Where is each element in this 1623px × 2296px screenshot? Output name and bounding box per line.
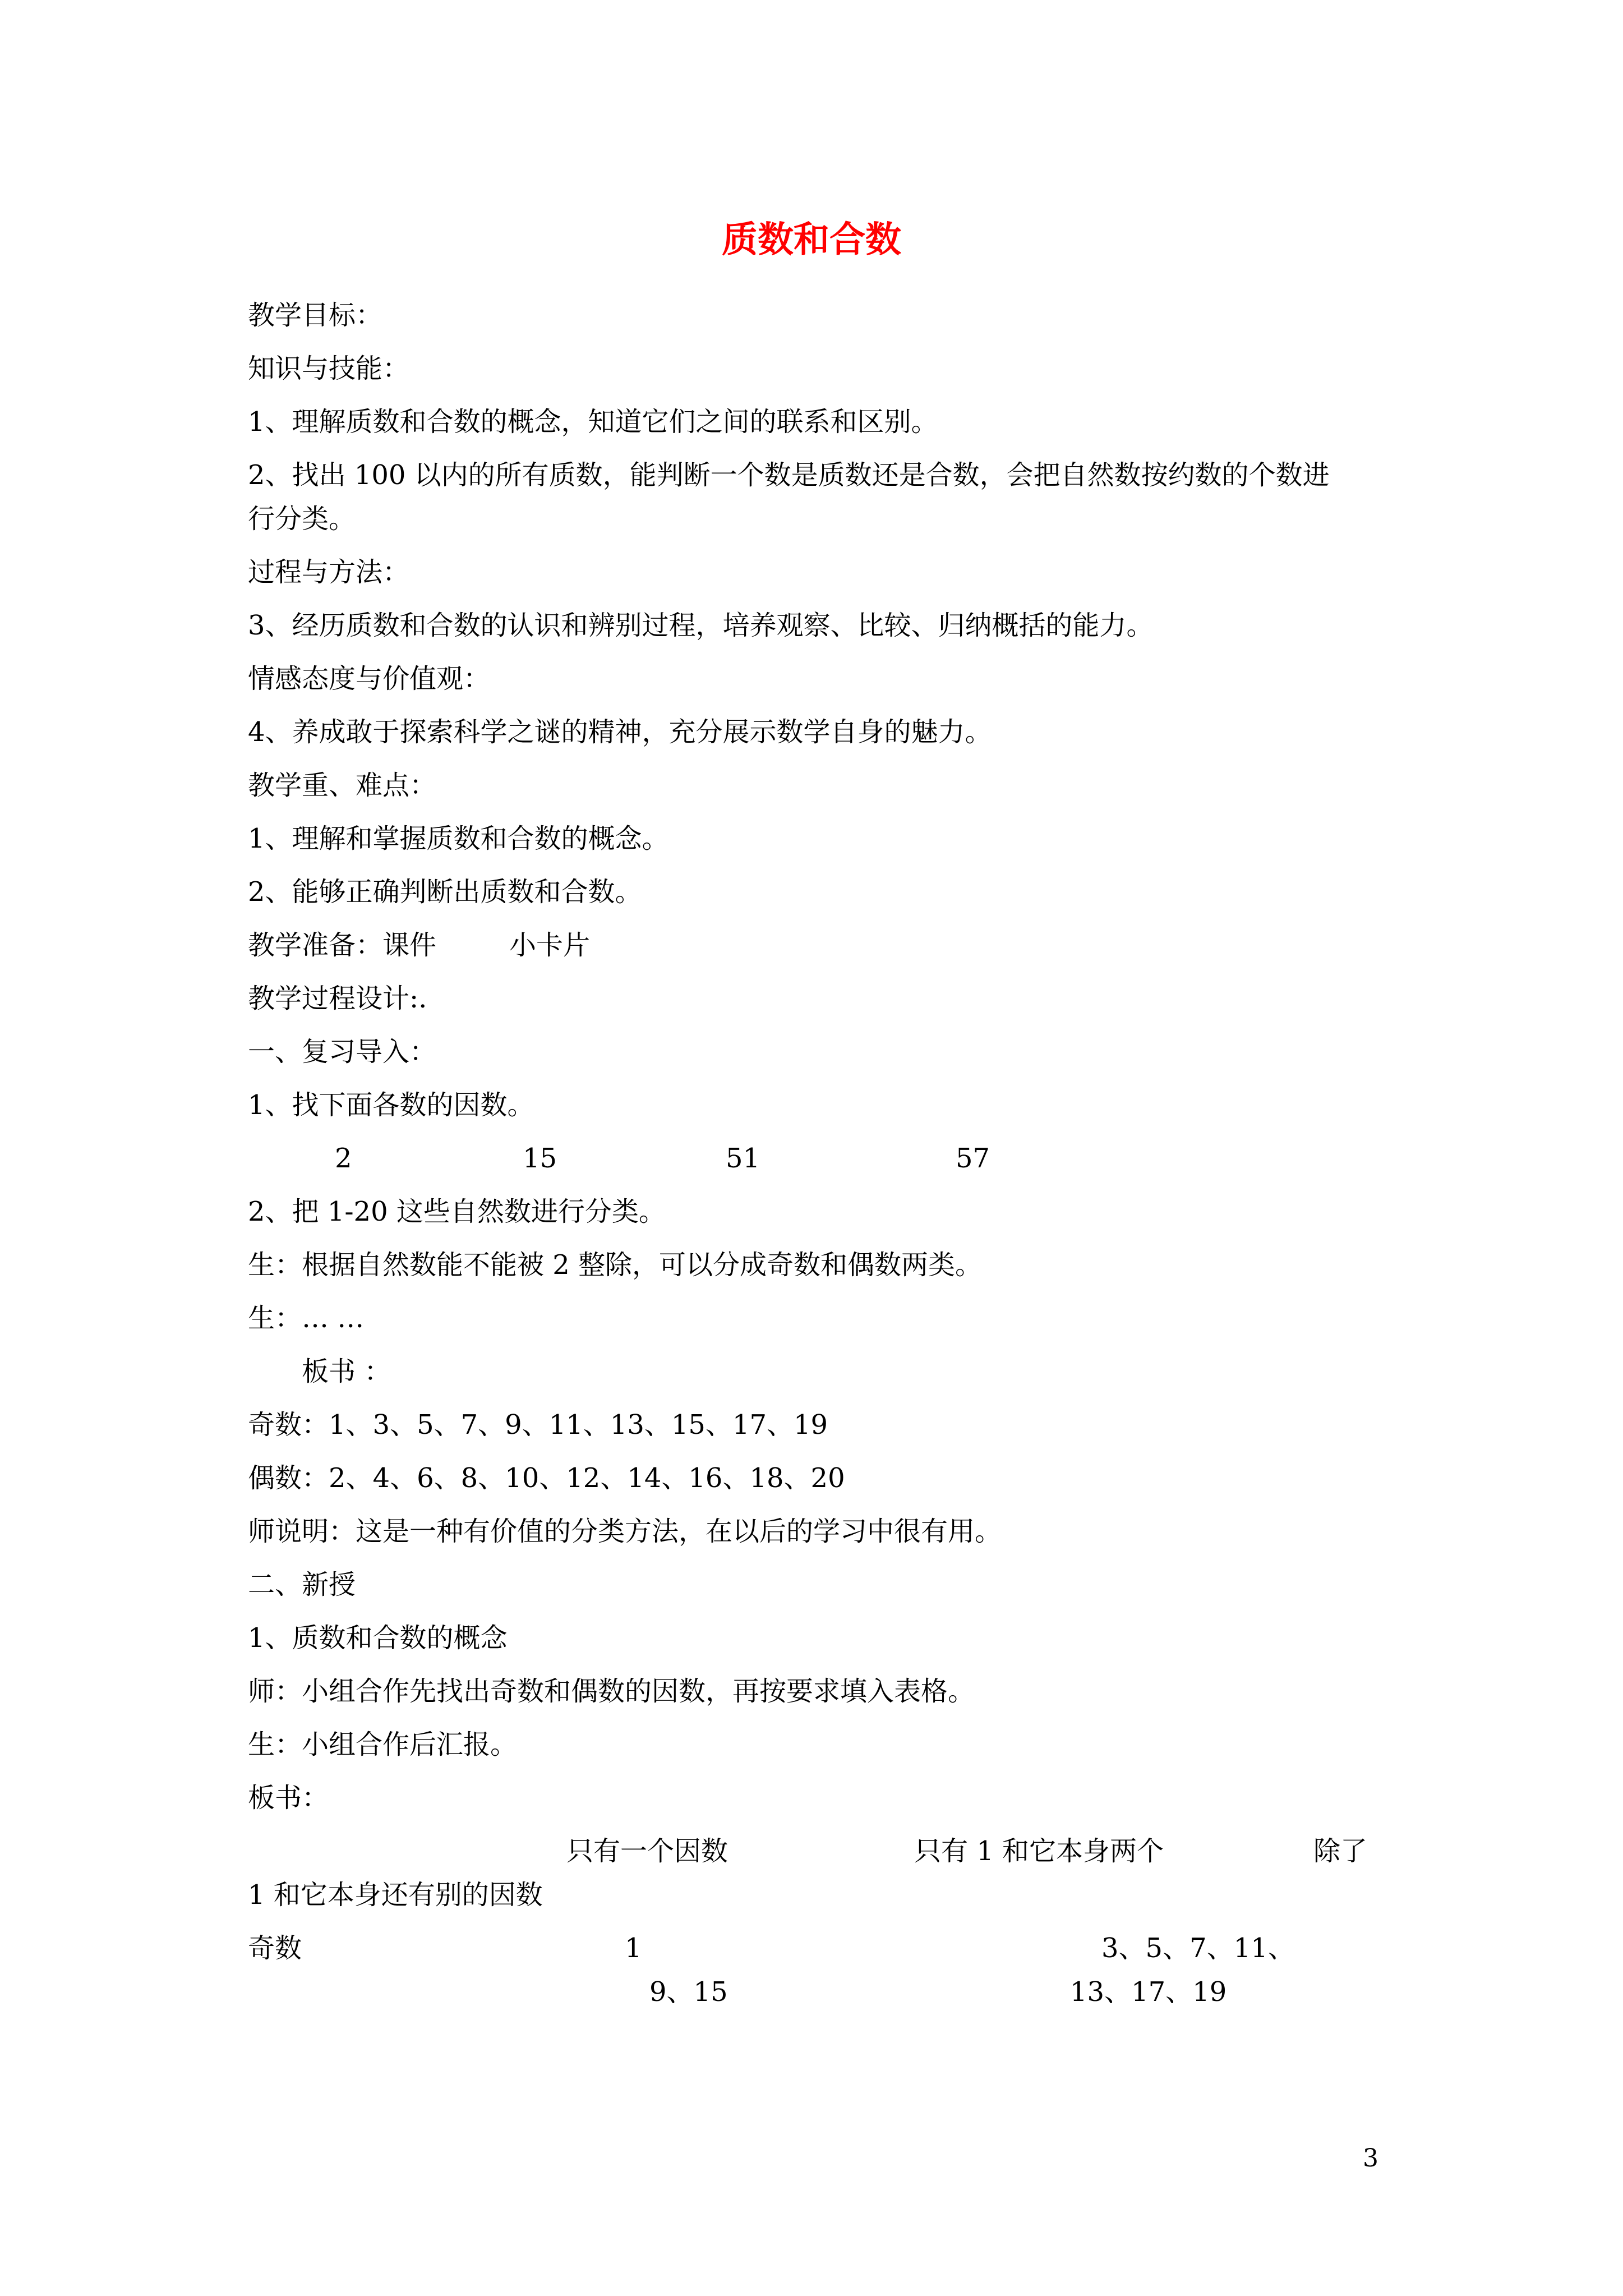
text-line: 生：… … xyxy=(248,1303,365,1334)
table-header-cell: 除了 xyxy=(1313,1835,1368,1867)
text-line: 生：根据自然数能不能被 2 整除，可以分成奇数和偶数两类。 xyxy=(248,1249,983,1281)
page-title: 质数和合数 xyxy=(722,219,901,261)
text-line: 2、把 1-20 这些自然数进行分类。 xyxy=(248,1196,666,1227)
number-item: 57 xyxy=(956,1143,990,1174)
text-line: 2、找出 100 以内的所有质数，能判断一个数是质数还是合数，会把自然数按约数的个数进 xyxy=(248,459,1330,491)
text-line: 一、复习导入： xyxy=(248,1036,437,1068)
text-line: 2、能够正确判断出质数和合数。 xyxy=(248,876,642,908)
number-item: 51 xyxy=(726,1143,760,1174)
text-line: 知识与技能： xyxy=(248,353,410,384)
document-body xyxy=(248,297,1386,2027)
table-header-cell: 1 和它本身还有别的因数 xyxy=(248,1879,543,1911)
text-line: 1、找下面各数的因数。 xyxy=(248,1089,534,1121)
text-line: 3、经历质数和合数的认识和辨别过程，培养观察、比较、归纳概括的能力。 xyxy=(248,610,1154,641)
table-header-cell: 只有 1 和它本身两个 xyxy=(914,1835,1164,1867)
text-line: 行分类。 xyxy=(248,503,356,535)
number-row xyxy=(248,1140,1386,1176)
text-line: 教学重、难点： xyxy=(248,770,437,801)
table-row xyxy=(248,1930,1386,1966)
text-line: 教学过程设计:. xyxy=(248,983,427,1014)
teaching-prep-line xyxy=(248,927,1386,963)
text-line: 奇数：1、3、5、7、9、11、13、15、17、19 xyxy=(248,1409,828,1441)
text-line: 生：小组合作后汇报。 xyxy=(248,1729,518,1760)
table-cell: 13、17、19 xyxy=(1070,1976,1227,2008)
table-cell: 1 xyxy=(625,1932,642,1964)
number-item: 2 xyxy=(335,1143,352,1174)
text-line: 板书 ： xyxy=(302,1356,391,1387)
text-line: 师：小组合作先找出奇数和偶数的因数，再按要求填入表格。 xyxy=(248,1676,975,1707)
text-line: 4、养成敢于探索科学之谜的精神，充分展示数学自身的魅力。 xyxy=(248,716,992,748)
text-line: 1、理解质数和合数的概念，知道它们之间的联系和区别。 xyxy=(248,406,938,438)
table-row xyxy=(248,1974,1386,2010)
board-table-header xyxy=(248,1833,1386,1869)
number-item: 15 xyxy=(523,1143,557,1174)
text-line: 教学目标： xyxy=(248,300,383,331)
text-line: 情感态度与价值观： xyxy=(248,663,491,694)
table-cell: 3、5、7、11、 xyxy=(1101,1932,1295,1964)
table-header-cell: 只有一个因数 xyxy=(566,1835,728,1867)
text-line: 1、理解和掌握质数和合数的概念。 xyxy=(248,823,669,854)
text-line: 板书： xyxy=(248,1782,329,1814)
text-line: 二、新授 xyxy=(248,1569,356,1600)
text-segment: 小卡片 xyxy=(509,930,591,961)
text-line: 偶数：2、4、6、8、10、12、14、16、18、20 xyxy=(248,1462,845,1494)
page-number: 3 xyxy=(1363,2144,1378,2173)
text-line: 1、质数和合数的概念 xyxy=(248,1622,508,1654)
table-row-label: 奇数 xyxy=(248,1932,302,1964)
text-line: 师说明：这是一种有价值的分类方法，在以后的学习中很有用。 xyxy=(248,1516,1002,1547)
text-line: 过程与方法： xyxy=(248,556,410,588)
text-segment: 教学准备：课件 xyxy=(248,930,437,961)
table-cell: 9、15 xyxy=(649,1976,728,2008)
